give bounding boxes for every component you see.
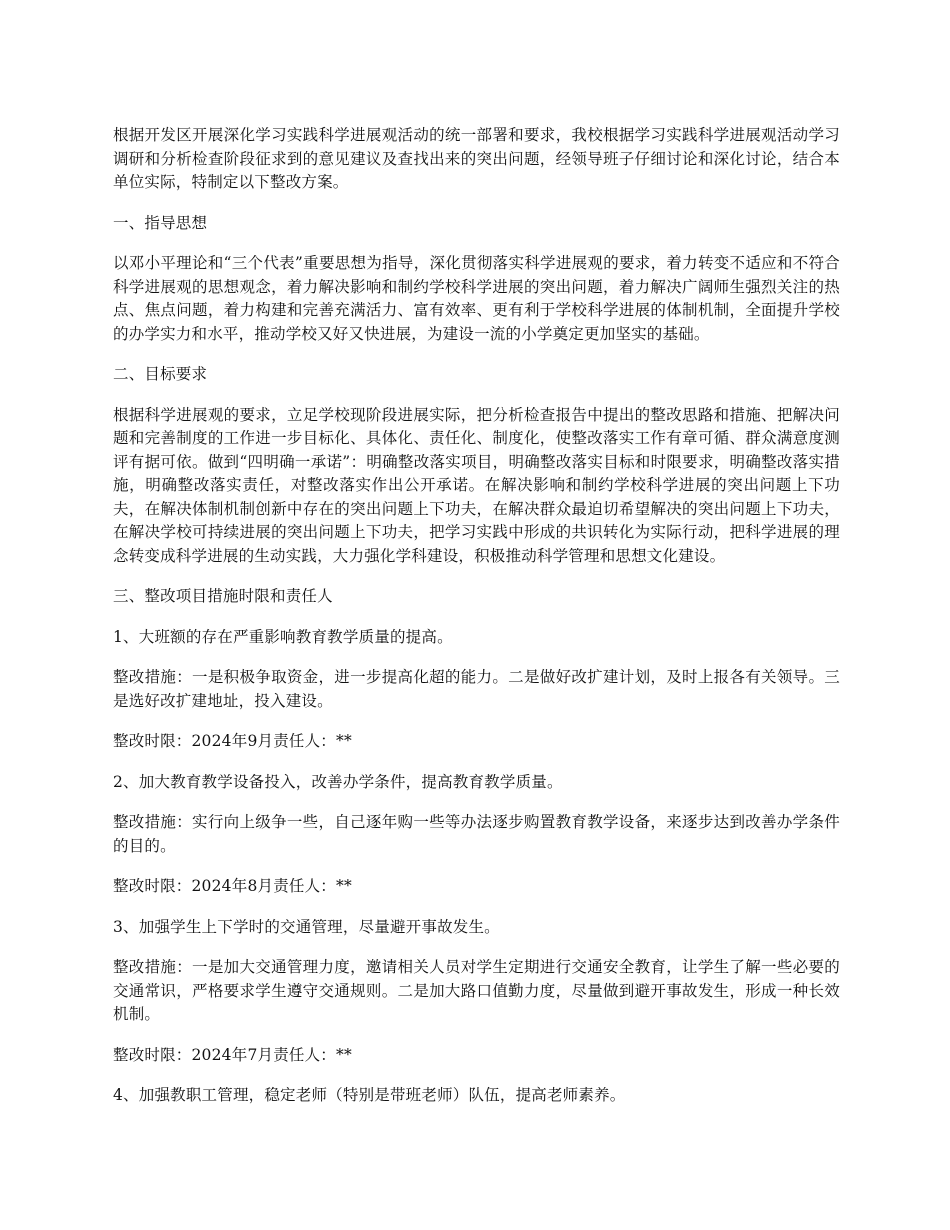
item-2-measures: 整改措施：实行向上级争一些，自己逐年购一些等办法逐步购置教育教学设备，来逐步达到改善办学条件的目的。	[113, 813, 840, 855]
item-1-measures: 整改措施：一是积极争取资金，进一步提高化超的能力。二是做好改扩建计划，及时上报各有关领导。三是选好改扩建地址，投入建设。	[113, 668, 840, 710]
section-heading-guiding-thought: 一、指导思想	[113, 213, 208, 232]
item-3-deadline: 整改时限：2024年7月责任人：**	[113, 1045, 352, 1064]
item-2-deadline: 整改时限：2024年8月责任人：**	[113, 877, 352, 895]
intro-paragraph: 根据开发区开展深化学习实践科学进展观活动的统一部署和要求，我校根据学习实践科学进展观活动学习调研和分析检查阶段征求到的意见建议及查找出来的突出问题，经领导班子仔细讨论和深化讨论，结合本单位实际，特制定以下整改方案。	[113, 126, 840, 191]
item-3-title: 3、加强学生上下学时的交通管理，尽量避开事故发生。	[113, 917, 500, 936]
document-body	[113, 124, 840, 1125]
item-2-title: 2、加大教育教学设备投入，改善办学条件，提高教育教学质量。	[113, 772, 563, 791]
item-3-measures: 整改措施：一是加大交通管理力度，邀请相关人员对学生定期进行交通安全教育，让学生了解一些必要的交通常识，严格要求学生遵守交通规则。二是加大路口值勤力度，尽量做到避开事故发生，形成一种长效机制。	[113, 958, 840, 1023]
item-4-title: 4、加强教职工管理，稳定老师（特别是带班老师）队伍，提高老师素养。	[113, 1086, 626, 1104]
guiding-thought-paragraph: 以邓小平理论和“三个代表”重要思想为指导，深化贯彻落实科学进展观的要求，着力转变不适应和不符合科学进展观的思想观念，着力解决影响和制约学校科学进展的突出问题，着力解决广阔师生强烈关注的热点、焦点问题，着力构建和完善充满活力、富有效率、更有利于学校科学进展的体制机制，全面提升学校的办学实力和水平，推动学校又好又快进展，为建设一流的小学奠定更加坚实的基础。	[113, 254, 840, 343]
item-1-deadline: 整改时限：2024年9月责任人：**	[113, 732, 352, 750]
section-heading-goals: 二、目标要求	[113, 365, 208, 383]
section-heading-rectification-items: 三、整改项目措施时限和责任人	[113, 587, 333, 605]
item-1-title: 1、大班额的存在严重影响教育教学质量的提高。	[113, 627, 453, 646]
goals-paragraph: 根据科学进展观的要求，立足学校现阶段进展实际，把分析检查报告中提出的整改思路和措施、把解决问题和完善制度的工作进一步目标化、具体化、责任化、制度化，使整改落实工作有章可循、群众满意度测评有据可依。做到“四明确一承诺”：明确整改落实项目，明确整改落实目标和时限要求，明确整改落实措施，明确整改落实责任，对整改落实作出公开承诺。在解决影响和制约学校科学进展的突出问题上下功夫，在解决体制机制创新中存在的突出问题上下功夫，在解决群众最迫切希望解决的突出问题上下功夫，在解决学校可持续进展的突出问题上下功夫，把学习实践中形成的共识转化为实际行动，把科学进展的理念转变成科学进展的生动实践，大力强化学科建设，积极推动科学管理和思想文化建设。	[113, 405, 840, 565]
